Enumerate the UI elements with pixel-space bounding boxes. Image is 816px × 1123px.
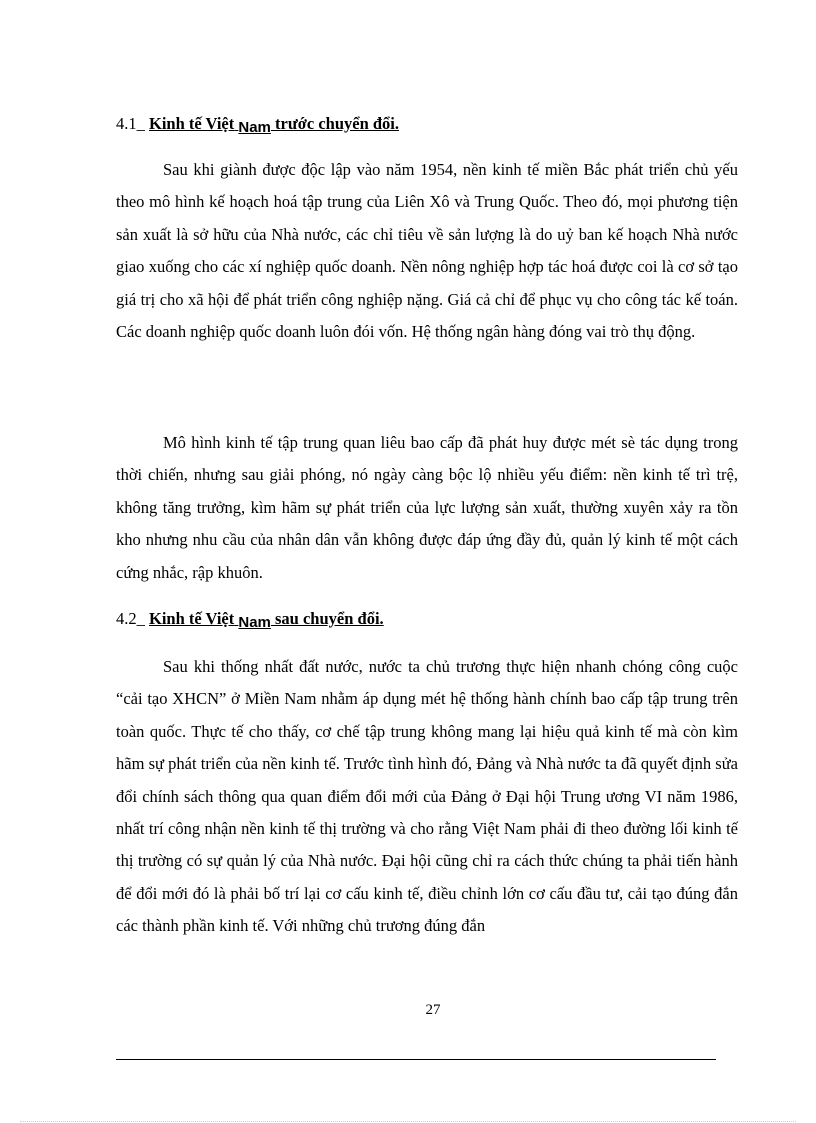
section-title-text: sau chuyển đổi. bbox=[275, 609, 384, 628]
section-heading-4-2 bbox=[116, 607, 384, 632]
section-title-country-name: Nam bbox=[238, 614, 271, 631]
section-number: 4.2_ bbox=[116, 609, 145, 628]
footer-rule bbox=[116, 1059, 716, 1060]
section-heading-4-1 bbox=[116, 112, 399, 137]
body-paragraph: Sau khi giành được độc lập vào năm 1954, nền kinh tế miền Bắc phát triển chủ yếu theo mô hình kế hoạch hoá tập trung của Liên Xô và Trung Quốc. Theo đó, mọi phương tiện sản xuất là sở hữu của Nhà nước, các chỉ tiêu về sản lượng là do uỷ ban kế hoạch Nhà nước giao xuống cho các xí nghiệp quốc doanh. Nền nông nghiệp hợp tác hoá được coi là cơ sở tạo giá trị cho xã hội để phát triển công nghiệp nặng. Giá cả chỉ để phục vụ cho công tác kế toán. Các doanh nghiệp quốc doanh luôn đói vốn. Hệ thống ngân hàng đóng vai trò thụ động. bbox=[116, 160, 738, 342]
section-title bbox=[149, 609, 384, 631]
page-edge-divider bbox=[20, 1121, 796, 1122]
page-number: 27 bbox=[425, 1002, 441, 1018]
body-paragraph: Sau khi thống nhất đất nước, nước ta chủ trương thực hiện nhanh chóng công cuộc “cải tạo XHCN” ở Miền Nam nhằm áp dụng mét hệ thống hành chính bao cấp tập trung trên toàn quốc. Thực tế cho thấy, cơ chế tập trung không mang lại hiệu quả kinh tế mà còn kìm hãm sự phát triển của nền kinh tế. Trước tình hình đó, Đảng và Nhà nước ta đã quyết định sửa đổi chính sách thông qua quan điểm đổi mới của Đảng ở Đại hội Trung ương VI năm 1986, nhất trí công nhận nền kinh tế thị trường và cho rằng Việt Nam phải đi theo đường lối kinh tế thị trường có sự quản lý của Nhà nước. Đại hội cũng chỉ ra cách thức chúng ta phải tiến hành để đổi mới đó là phải bố trí lại cơ cấu kinh tế, điều chỉnh lớn cơ cấu đầu tư, cải tạo đúng đắn các thành phần kinh tế. Với những chủ trương đúng đắn bbox=[116, 657, 738, 936]
section-title-text: Kinh tế Việt bbox=[149, 609, 235, 628]
section-title-text: trước chuyển đổi. bbox=[275, 114, 400, 133]
body-paragraph: Mô hình kinh tế tập trung quan liêu bao cấp đã phát huy được mét sè tác dụng trong thời chiến, nhưng sau giải phóng, nó ngày càng bộc lộ nhiều yếu điểm: nền kinh tế trì trệ, không tăng trưởng, kìm hãm sự phát triển của lực lượng sản xuất, thường xuyên xảy ra tồn kho nhưng nhu cầu của nhân dân vẫn không được đáp ứng đầy đủ, quản lý kinh tế một cách cứng nhắc, rập khuôn. bbox=[116, 433, 738, 582]
section-number: 4.1_ bbox=[116, 114, 145, 133]
section-title bbox=[149, 114, 400, 136]
section-title-text: Kinh tế Việt bbox=[149, 114, 235, 133]
section-title-country-name: Nam bbox=[238, 119, 271, 136]
